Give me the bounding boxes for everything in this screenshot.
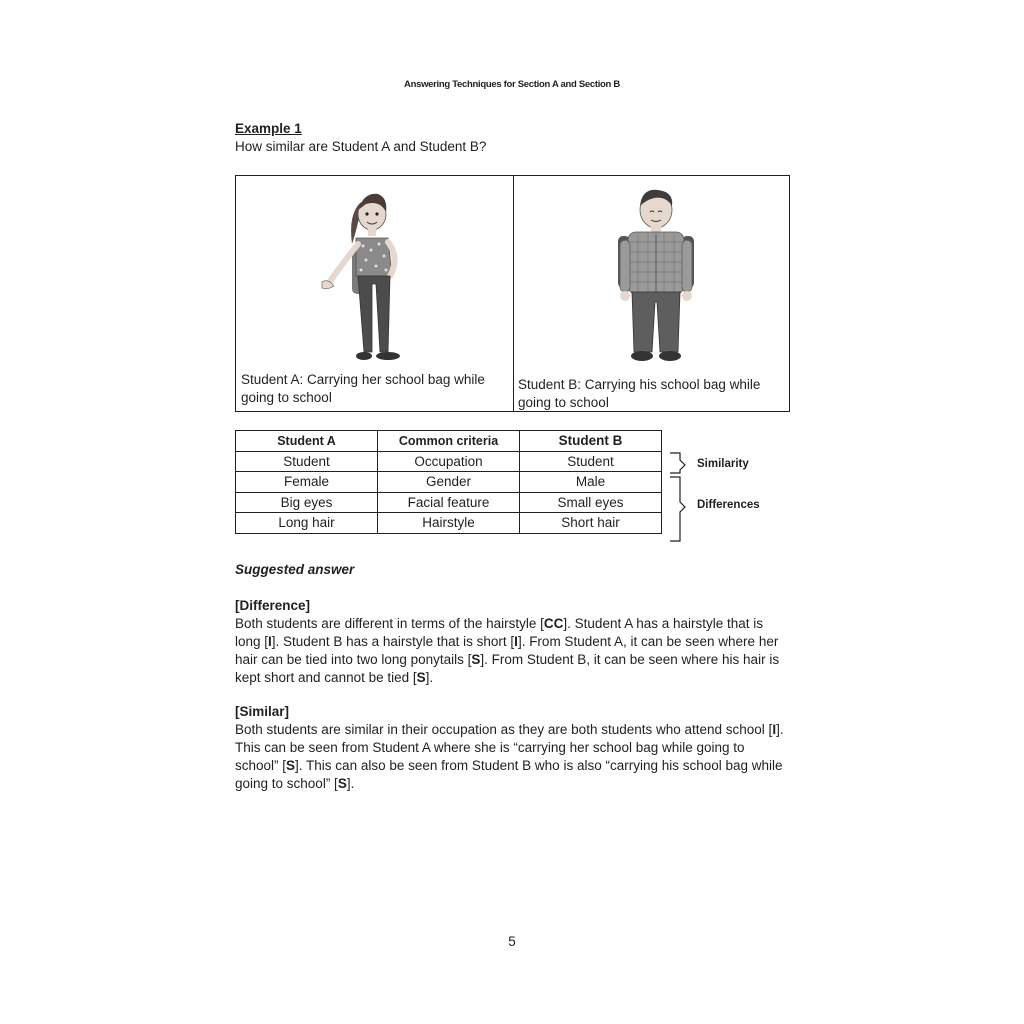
code-cc: CC	[543, 616, 564, 631]
text-segment: ].	[425, 670, 434, 685]
table-cell: Student	[236, 451, 378, 472]
text-segment: ]. From Student B, it can be seen where his hair is kept short and cannot be tied [	[235, 652, 780, 685]
table-cell: Hairstyle	[378, 513, 520, 534]
table-row	[236, 472, 662, 493]
table-row	[236, 513, 662, 534]
similar-heading: [Similar]	[235, 704, 290, 719]
header-common-criteria: Common criteria	[378, 431, 520, 452]
similar-paragraph	[235, 721, 791, 793]
difference-heading: [Difference]	[235, 598, 311, 613]
text-segment: ]. This can be seen from Student A where she is “carrying her school bag while going to school” [	[235, 722, 784, 773]
table-cell: Big eyes	[236, 492, 378, 513]
picture-table-divider	[513, 176, 514, 411]
table-cell: Student	[520, 451, 662, 472]
header-student-b: Student B	[520, 431, 662, 452]
table-cell: Long hair	[236, 513, 378, 534]
criteria-table-header-row	[236, 431, 662, 452]
example-title: Example 1	[235, 121, 302, 136]
table-row	[236, 451, 662, 472]
text-segment: Both students are similar in their occupation as they are both students who attend school [	[235, 722, 773, 737]
suggested-answer-title: Suggested answer	[235, 562, 355, 577]
example-question: How similar are Student A and Student B?	[235, 139, 487, 154]
code-i: I	[268, 634, 272, 649]
table-cell: Female	[236, 472, 378, 493]
differences-label: Differences	[697, 499, 760, 511]
table-cell: Small eyes	[520, 492, 662, 513]
table-cell: Occupation	[378, 451, 520, 472]
text-segment: ]. Student B has a hairstyle that is short [	[271, 634, 515, 649]
header-student-a: Student A	[236, 431, 378, 452]
student-a-caption: Student A: Carrying her school bag while going to school	[241, 372, 485, 405]
text-segment: ]. This can also be seen from Student B who is also “carrying his school bag while going to school” [	[235, 758, 783, 791]
picture-table	[235, 175, 790, 412]
table-cell: Short hair	[520, 513, 662, 534]
difference-paragraph	[235, 615, 791, 687]
similarity-label: Similarity	[697, 458, 749, 470]
text-segment: ]. From Student A, it can be seen where her hair can be tied into two long ponytails [	[235, 634, 779, 667]
page-number: 5	[508, 934, 516, 949]
text-segment: ]. Student A has a hairstyle that is long [	[235, 616, 764, 649]
code-i: I	[772, 722, 777, 737]
running-header: Answering Techniques for Section A and Section B	[404, 79, 620, 90]
brace-brackets	[668, 452, 692, 544]
student-b-caption: Student B: Carrying his school bag while going to school	[518, 377, 761, 410]
table-cell: Facial feature	[378, 492, 520, 513]
code-s: S	[416, 670, 426, 685]
student-b-illustration	[606, 184, 706, 369]
student-a-illustration	[316, 184, 426, 369]
text-segment: Both students are different in terms of the hairstyle [	[235, 616, 544, 631]
text-segment: ].	[346, 776, 355, 791]
table-cell: Male	[520, 472, 662, 493]
criteria-table	[235, 430, 662, 534]
code-s: S	[337, 776, 347, 791]
code-s: S	[471, 652, 481, 667]
code-s: S	[286, 758, 296, 773]
table-cell: Gender	[378, 472, 520, 493]
code-i: I	[514, 634, 518, 649]
table-row	[236, 492, 662, 513]
